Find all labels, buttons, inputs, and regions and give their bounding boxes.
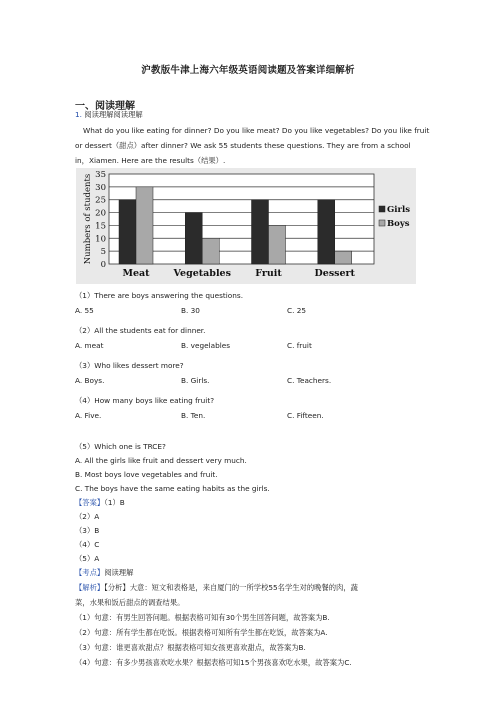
document-title: 沪教版牛津上海六年级英语阅读题及答案详细解析 [141, 65, 355, 76]
question-intro-text: 阅读理解阅读理解 [84, 110, 143, 119]
question-number: 1. [75, 110, 82, 119]
analysis-item-3: （3）句意：谁更喜欢甜点？根据表格可知女孩更喜欢甜点，故答案为B. [75, 643, 306, 652]
x-tick-label: Meat [122, 268, 150, 279]
y-tick-label: 0 [100, 260, 106, 270]
question-5-option-a: A. All the girls like fruit and dessert very much. [75, 456, 247, 465]
answer-4: （4）C [75, 540, 100, 549]
y-axis-label: Numbers of students [83, 173, 93, 265]
analysis-text-1: 【分析】大意：短文和表格是，来自厦门的一所学校55名学生对的晚餐的肉，蔬 [104, 583, 358, 592]
question-1-option-b: B. 30 [181, 306, 200, 315]
question-2-option-b: B. vegelables [181, 341, 231, 350]
y-tick-label: 5 [100, 247, 106, 258]
kaodian-text: 阅读理解 [104, 568, 134, 577]
bar-girls-vegetables [185, 213, 202, 264]
y-tick-label: 20 [95, 208, 106, 219]
y-tick-label: 25 [95, 195, 106, 206]
question-2-option-c: C. fruit [287, 341, 312, 350]
analysis-item-2: （2）句意：所有学生都在吃饭。根据表格可知所有学生都在吃饭，故答案为A. [75, 628, 328, 637]
y-tick-label: 35 [95, 170, 106, 180]
bar-boys-meat [136, 187, 153, 264]
answer-3: （3）B [75, 526, 100, 535]
legend-label-girls: Girls [387, 205, 410, 215]
bar-girls-fruit [252, 200, 269, 264]
question-5-option-c: C. The boys have the same eating habits as the girls. [75, 484, 270, 493]
analysis-tag: 【解析】 [75, 583, 105, 592]
survey-bar-chart [76, 168, 416, 284]
bar-boys-vegetables [202, 238, 219, 264]
bar-boys-fruit [269, 225, 286, 264]
question-2-option-a: A. meat [75, 341, 104, 350]
question-2-stem: （2）All the students eat for dinner. [75, 326, 206, 335]
question-1-option-a: A. 55 [75, 306, 94, 315]
kaodian-line [75, 568, 133, 577]
question-4-stem: （4）How many boys like eating fruit? [75, 396, 215, 405]
legend-swatch-boys [379, 220, 385, 226]
answer-tag: 【答案】 [75, 498, 105, 507]
passage-line-1: What do you like eating for dinner? Do you like meat? Do you like vegetables? Do you like fruit [83, 126, 430, 135]
x-tick-label: Fruit [255, 268, 282, 279]
legend-label-boys: Boys [387, 219, 410, 229]
question-4-option-a: A. Five. [75, 411, 102, 420]
question-4-option-b: B. Ten. [181, 411, 206, 420]
bar-girls-dessert [318, 200, 335, 264]
question-intro [75, 110, 143, 119]
y-tick-label: 15 [95, 221, 106, 232]
y-tick-label: 10 [95, 234, 106, 245]
answer-2: （2）A [75, 512, 100, 521]
question-3-option-a: A. Boys. [75, 376, 105, 385]
question-5-stem: （5）Which one is TRCE? [75, 442, 166, 451]
kaodian-tag: 【考点】 [75, 568, 105, 577]
question-3-option-b: B. Girls. [181, 376, 210, 385]
question-3-option-c: C. Teachers. [287, 376, 332, 385]
analysis-item-1: （1）句意：有男生回答问题。根据表格可知有30个男生回答问题，故答案为B. [75, 613, 330, 622]
question-1-option-c: C. 25 [287, 306, 307, 315]
analysis-line-2: 菜，水果和饭后甜点的调查结果。 [75, 598, 185, 607]
x-tick-label: Vegetables [173, 268, 231, 279]
passage-line-2: or dessert（甜点）after dinner? We ask 55 students these questions. They are from a school [75, 141, 411, 150]
answer-5: （5）A [75, 554, 100, 563]
question-4-option-c: C. Fifteen. [287, 411, 324, 420]
answer-1: （1）B [104, 498, 125, 507]
analysis-item-4: （4）句意：有多少男孩喜欢吃水果？根据表格可知15个男孩喜欢吃水果，故答案为C. [75, 658, 352, 667]
question-3-stem: （3）Who likes dessert more? [75, 361, 184, 370]
answer-line [75, 498, 125, 507]
question-1-stem: （1）There are boys answering the questions. [75, 291, 244, 300]
question-5-option-b: B. Most boys love vegetables and fruit. [75, 470, 218, 479]
passage-line-3: in，Xiamen. Here are the results（结果）. [75, 156, 226, 165]
x-tick-label: Dessert [314, 268, 355, 279]
analysis-line-1 [75, 583, 358, 592]
section-heading: 一、阅读理解 [75, 101, 135, 112]
bar-boys-dessert [335, 251, 352, 264]
y-tick-label: 30 [95, 182, 106, 193]
bar-girls-meat [119, 200, 136, 264]
legend-swatch-girls [379, 206, 385, 212]
